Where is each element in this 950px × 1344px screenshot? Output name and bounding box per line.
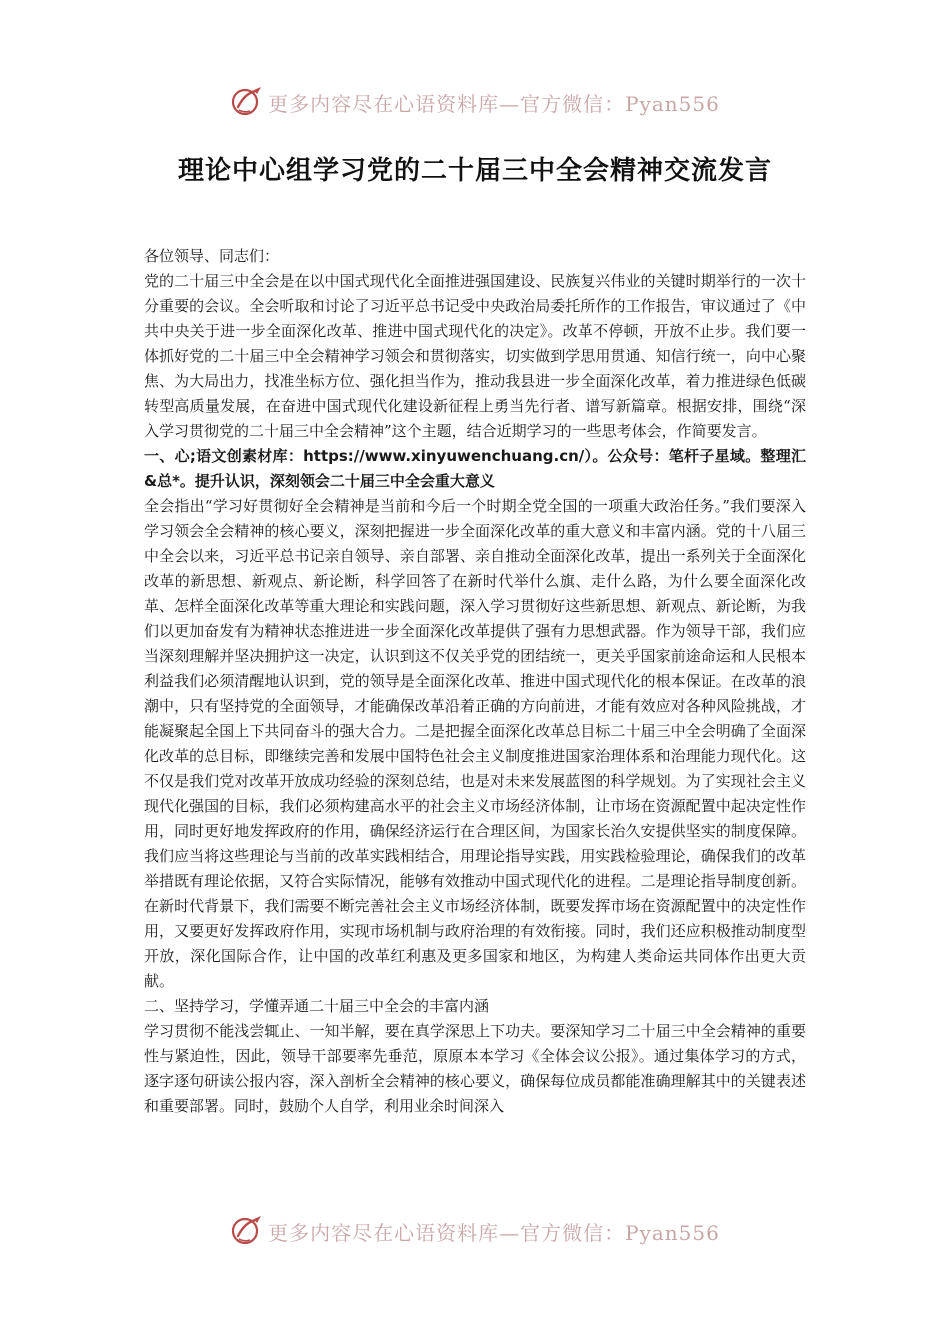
pen-swirl-logo-icon	[230, 1214, 264, 1248]
pen-swirl-logo-icon	[230, 85, 264, 119]
section-heading-2: 二、坚持学习，学懂弄通二十届三中全会的丰富内涵	[144, 997, 490, 1015]
section-2-paragraph: 学习贯彻不能浅尝辄止、一知半解，要在真学深思上下功夫。要深知学习二十届三中全会精神的重要性与紧迫性，因此，领导干部要率先垂范，原原本本学习《全体会议公报》。通过集体学习的方式，逐字逐句研读公报内容，深入剖析全会精神的核心要义，确保每位成员都能准确理解其中的关键表述和重要部署。同时，鼓励个人自学，利用业余时间深入	[144, 1022, 806, 1115]
header-banner	[0, 82, 950, 122]
section-1-paragraph: 全会指出“学习好贯彻好全会精神是当前和今后一个时期全党全国的一项重大政治任务。”我们要深入学习领会全会精神的核心要义，深刻把握进一步全面深化改革的重大意义和丰富内涵。党的十八届三中全会以来，习近平总书记亲自领导、亲自部署、亲自推动全面深化改革，提出一系列关于全面深化改革的新思想、新观点、新论断，科学回答了在新时代举什么旗、走什么路，为什么要全面深化改革、怎样全面深化改革等重大理论和实践问题，深入学习贯彻好这些新思想、新观点、新论断，为我们以更加奋发有为精神状态推进进一步全面深化改革提供了强有力思想武器。作为领导干部，我们应当深刻理解并坚决拥护这一决定，认识到这不仅关乎党的团结统一，更关乎国家前途命运和人民根本利益我们必须清醒地认识到，党的领导是全面深化改革、推进中国式现代化的根本保证。在改革的浪潮中，只有坚持党的全面领导，才能确保改革沿着正确的方向前进，才能有效应对各种风险挑战，才能凝聚起全国上下共同奋斗的强大合力。二是把握全面深化改革总目标二十届三中全会明确了全面深化改革的总目标，即继续完善和发展中国特色社会主义制度推进国家治理体系和治理能力现代化。这不仅是我们党对改革开放成功经验的深刻总结，也是对未来发展蓝图的科学规划。为了实现社会主义现代化强国的目标，我们必须构建高水平的社会主义市场经济体制，让市场在资源配置中起决定性作用，同时更好地发挥政府的作用，确保经济运行在合理区间，为国家长治久安提供坚实的制度保障。我们应当将这些理论与当前的改革实践相结合，用理论指导实践，用实践检验理论，确保我们的改革举措既有理论依据，又符合实际情况，能够有效推动中国式现代化的进程。二是理论指导制度创新。在新时代背景下，我们需要不断完善社会主义市场经济体制，既要发挥市场在资源配置中的决定性作用，又要更好发挥政府作用，实现市场机制与政府治理的有效衔接。同时，我们还应积极推动制度型开放，深化国际合作，让中国的改革红利惠及更多国家和地区，为构建人类命运共同体作出更大贡献。	[144, 497, 806, 990]
intro-paragraph: 党的二十届三中全会是在以中国式现代化全面推进强国建设、民族复兴伟业的关键时期举行的一次十分重要的会议。全会听取和讨论了习近平总书记受中央政治局委托所作的工作报告，审议通过了《中共中央关于进一步全面深化改革、推进中国式现代化的决定》。改革不停顿，开放不止步。我们要一体抓好党的二十届三中全会精神学习领会和贯彻落实，切实做到学思用贯通、知信行统一，向中心聚焦、为大局出力，找准坐标方位、强化担当作为，推动我县进一步全面深化改革，着力推进绿色低碳转型高质量发展，在奋进中国式现代化建设新征程上勇当先行者、谱写新篇章。根据安排，围绕“深入学习贯彻党的二十届三中全会精神”这个主题，结合近期学习的一些思考体会，作简要发言。	[144, 272, 806, 440]
section-heading-1: 一、心;语文创素材库：https://www.xinyuwenchuang.cn/）。公众号：笔杆子星域。整理汇&总*。提升认识，深刻领会二十届三中全会重大意义	[144, 447, 806, 490]
document-title: 理论中心组学习党的二十届三中全会精神交流发言	[177, 156, 772, 186]
salutation-paragraph: 各位领导、同志们：	[144, 247, 280, 265]
footer-banner	[0, 1211, 950, 1251]
document-body	[144, 244, 806, 1119]
banner-text: 更多内容尽在心语资料库—官方微信：Pyan556	[268, 1220, 720, 1245]
banner-text: 更多内容尽在心语资料库—官方微信：Pyan556	[268, 91, 720, 116]
